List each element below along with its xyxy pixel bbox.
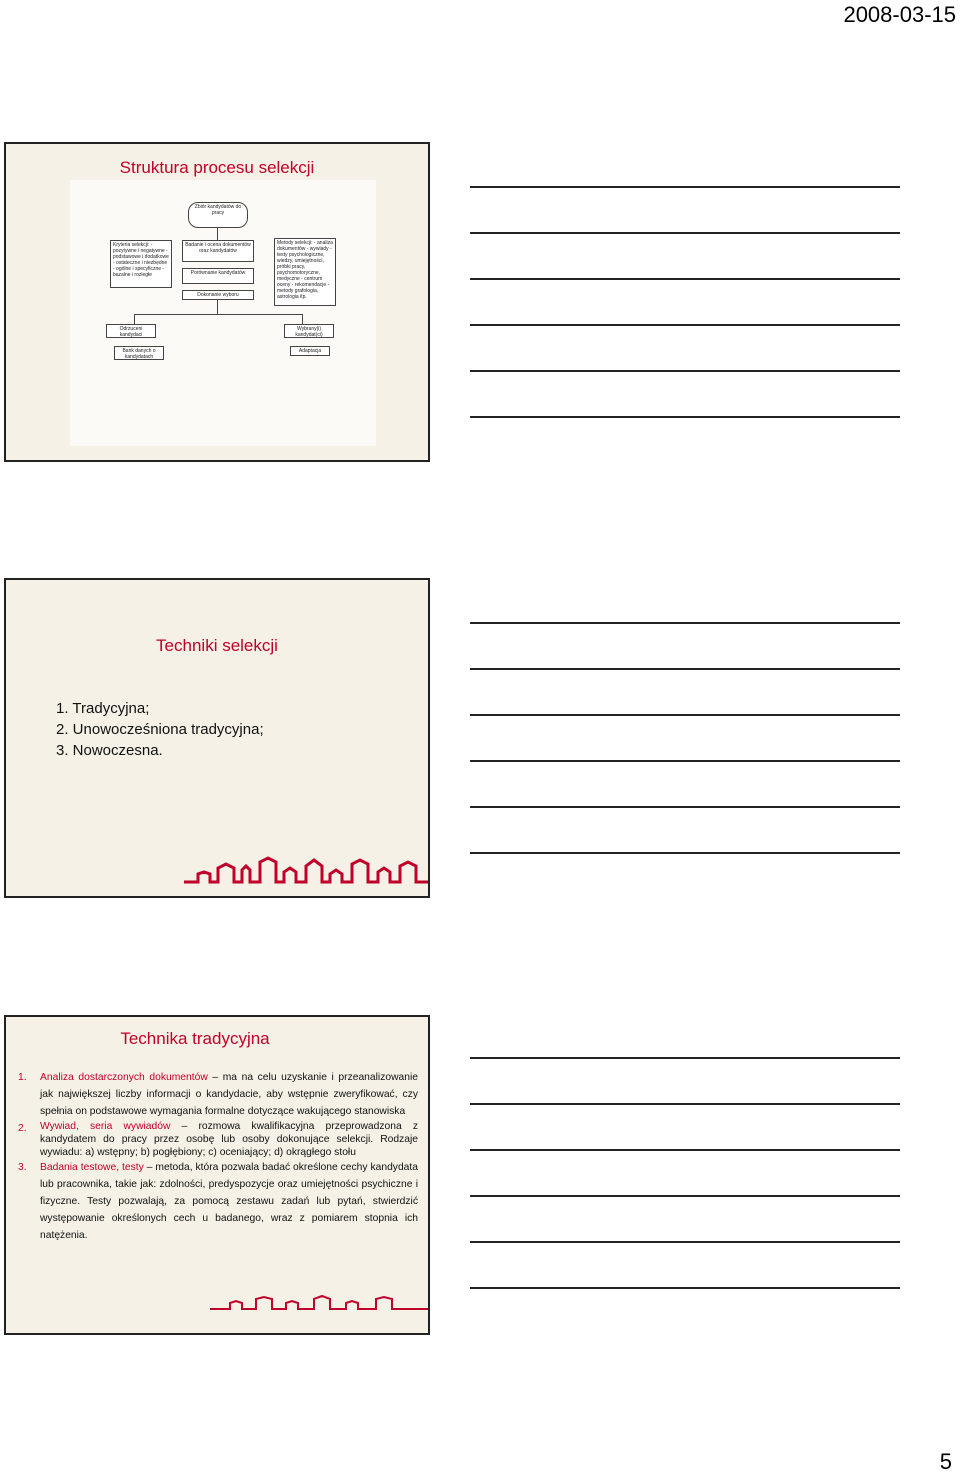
flow-methods: Metody selekcji: - analiza dokumentów - wywiady - testy psychologiczne, wiedzy, umiejętności, próbki pracy, psychomotoryczne, medyczne - centrum oceny - rekomendacje - metody grafologia, astrologia itp. bbox=[274, 238, 336, 306]
list-item: 2. Wywiad, seria wywiadów – rozmowa kwalifikacyjna przeprowadzona z kandydatem do pracy przez osobę lub osoby dokonujące selekcji. Rodzaje wywiadu: a) wstępny; b) pogłębiony; c) oceniający; d) okrągłego stołu bbox=[18, 1121, 418, 1158]
flow-database: Bank danych o kandydatach bbox=[114, 346, 164, 360]
slide-techniques bbox=[4, 578, 430, 898]
slide-title: Techniki selekcji bbox=[156, 636, 278, 655]
selection-flowchart bbox=[70, 180, 376, 446]
list-item: 1. Tradycyjna; bbox=[56, 700, 150, 717]
page-number: 5 bbox=[939, 1449, 952, 1474]
slide-title: Technika tradycyjna bbox=[120, 1029, 270, 1048]
slide-title: Struktura procesu selekcji bbox=[119, 158, 315, 177]
flow-adaptation: Adaptacja bbox=[290, 346, 330, 356]
flow-pool: Zbiór kandydatów do pracy bbox=[188, 202, 248, 228]
skyline-icon bbox=[210, 1293, 428, 1313]
list-item: 1. Analiza dostarczonych dokumentów – ma na celu uzyskanie i przeanalizowanie jak największej liczby informacji o kandydacie, aby wstępnie zweryfikować, czy spełnia on podstawowe wymagania formalne dotyczące wakującego stanowiska bbox=[18, 1072, 418, 1117]
techniques-list bbox=[56, 698, 264, 761]
notes-lines bbox=[470, 1057, 900, 1333]
flow-decision: Dokonanie wyboru bbox=[182, 290, 254, 300]
list-item: 2. Unowocześniona tradycyjna; bbox=[56, 721, 264, 738]
list-item: 3. Nowoczesna. bbox=[56, 742, 163, 759]
slide-traditional bbox=[4, 1015, 430, 1335]
flow-selected: Wybrany(i) kandydat(ci) bbox=[284, 324, 334, 338]
flow-analysis: Badanie i ocena dokumentów oraz kandydatów bbox=[182, 240, 254, 262]
notes-lines bbox=[470, 186, 900, 462]
traditional-list bbox=[18, 1069, 418, 1244]
slide-structure bbox=[4, 142, 430, 462]
flow-compare: Porównanie kandydatów bbox=[182, 268, 254, 284]
page-date: 2008-03-15 bbox=[843, 2, 956, 27]
skyline-icon bbox=[184, 848, 428, 888]
flow-criteria: Kryteria selekcji: - pozytywne i negatywne - podstawowe i dodatkowe - ostateczne i niezbędne - ogólne i specyficzne - bazalne i rozległe bbox=[110, 240, 172, 288]
notes-lines bbox=[470, 622, 900, 898]
flow-rejected: Odrzuceni kandydaci bbox=[106, 324, 156, 338]
list-item: 3. Badania testowe, testy – metoda, która pozwala badać określone cechy kandydata lub pracownika, takie jak: zdolności, predyspozycje oraz umiejętności psychiczne i fizyczne. Testy pozwalają, za pomocą zestawu zadań lub pytań, stwierdzić występowanie określonych cech u badanego, wraz z pomiarem stopnia ich natężenia. bbox=[18, 1162, 418, 1241]
